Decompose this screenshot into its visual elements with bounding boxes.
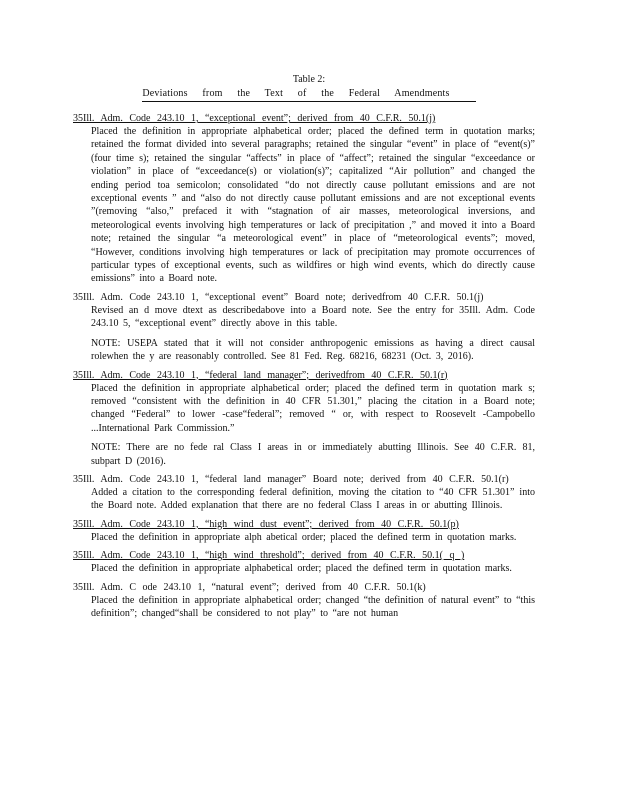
entry-heading: 35Ill. Adm. C ode 243.10 1, “natural event”; derived from 40 C.F.R. 50.1(k) bbox=[73, 581, 426, 593]
entry-body: Placed the definition in appropriate alphabetical order; changed “the definition of natural event” to “this definition”; changed“shall be considered to not play” to “are not human bbox=[91, 594, 535, 619]
deviation-list bbox=[73, 112, 535, 625]
entry-body: Added a citation to the corresponding federal definition, moving the citation to “40 CFR 51.301” into the Board note. Added explanation that there are no federal Class I areas in or abutting Illinois. bbox=[91, 486, 535, 512]
entry-heading: 35Ill. Adm. Code 243.10 1, “exceptional event” Board note; derivedfrom 40 C.F.R. 50.1(j) bbox=[73, 291, 484, 303]
entry-heading: 35Ill. Adm. Code 243.10 1, “federal land manager”; derivedfrom 40 C.F.R. 50.1(r) bbox=[73, 369, 448, 381]
table-caption bbox=[0, 74, 618, 102]
deviation-entry bbox=[73, 369, 535, 468]
entry-heading: 35Ill. Adm. Code 243.10 1, “high wind dust event”; derived from 40 C.F.R. 50.1(p) bbox=[73, 518, 459, 530]
entry-note: NOTE: There are no fede ral Class I areas in or immediately abutting Illinois. See 40 C.F.R. 81, subpart D (2016). bbox=[91, 442, 535, 467]
deviation-entry bbox=[73, 291, 535, 364]
entry-body: Placed the definition in appropriate alphabetical order; placed the defined term in quotation mark s; removed “consistent with the definition in 40 CFR 51.301,” placing the citation in a Board note; changed “Federal” to lower -case“federal”; removed “ or, with respect to Roosevelt -Campobello ...International Park Commission.” bbox=[91, 382, 535, 434]
entry-body: Placed the definition in appropriate alphabetical order; placed the defined term in quotation marks; retained the format divided into several paragraphs; retained the singular “event” in place of “event(s)” (four time s); retained the singular “affects” in place of “affect”; retained the singular “exceedance or violation” in place of “exceedance(s) or violation(s)”; capitalized “Air pollution” and changed the ending period toa semicolon; consolidated “do not directly cause pollutant emissions and are not exceptional events ” and “also do not directly cause pollutant emissions and are not exceptional events ”(removing “also,” prefaced it with “stagnation of air masses, meteorological inversions, and meteorological events involving high temperatures or lack of precipitation ,” and moved it into a Board note; retained the singular “a meteorological event” in place of “meteorological events”; moved, “However, conditions involving high temperatures or lack of precipitation may promote occurrences of particular types of exceptional events, such as wildfires or high wind events, which do directly cause emissions” into a Board note. bbox=[91, 126, 535, 285]
table-title: Table 2: bbox=[292, 74, 326, 85]
deviation-entry bbox=[73, 549, 535, 575]
deviation-entry bbox=[73, 581, 535, 621]
table-subtitle: Deviations from the Text of the Federal Amendments bbox=[142, 88, 475, 102]
entry-body: Revised an d move dtext as describedabove into a Board note. See the entry for 35Ill. Adm. Code 243.10 5, “exceptional event” directly above in this table. bbox=[91, 304, 535, 330]
entry-heading: 35Ill. Adm. Code 243.10 1, “federal land manager” Board note; derived from 40 C.F.R. 50.1(r) bbox=[73, 473, 509, 485]
entry-heading: 35Ill. Adm. Code 243.10 1, “exceptional event”; derived from 40 C.F.R. 50.1(j) bbox=[73, 113, 436, 124]
deviation-entry bbox=[73, 112, 535, 286]
entry-body: Placed the definition in appropriate alph abetical order; placed the defined term in quotation marks. bbox=[91, 531, 517, 543]
entry-body: Placed the definition in appropriate alphabetical order; placed the defined term in quotation marks. bbox=[91, 563, 512, 575]
entry-note: NOTE: USEPA stated that it will not consider anthropogenic emissions as having a direct causal rolewhen the y are reasonably controlled. See 81 Fed. Reg. 68216, 68231 (Oct. 3, 2016). bbox=[91, 337, 535, 363]
deviation-entry bbox=[73, 473, 535, 513]
deviation-entry bbox=[73, 518, 535, 544]
entry-heading: 35Ill. Adm. Code 243.10 1, “high wind threshold”; derived from 40 C.F.R. 50.1( q ) bbox=[73, 550, 465, 562]
